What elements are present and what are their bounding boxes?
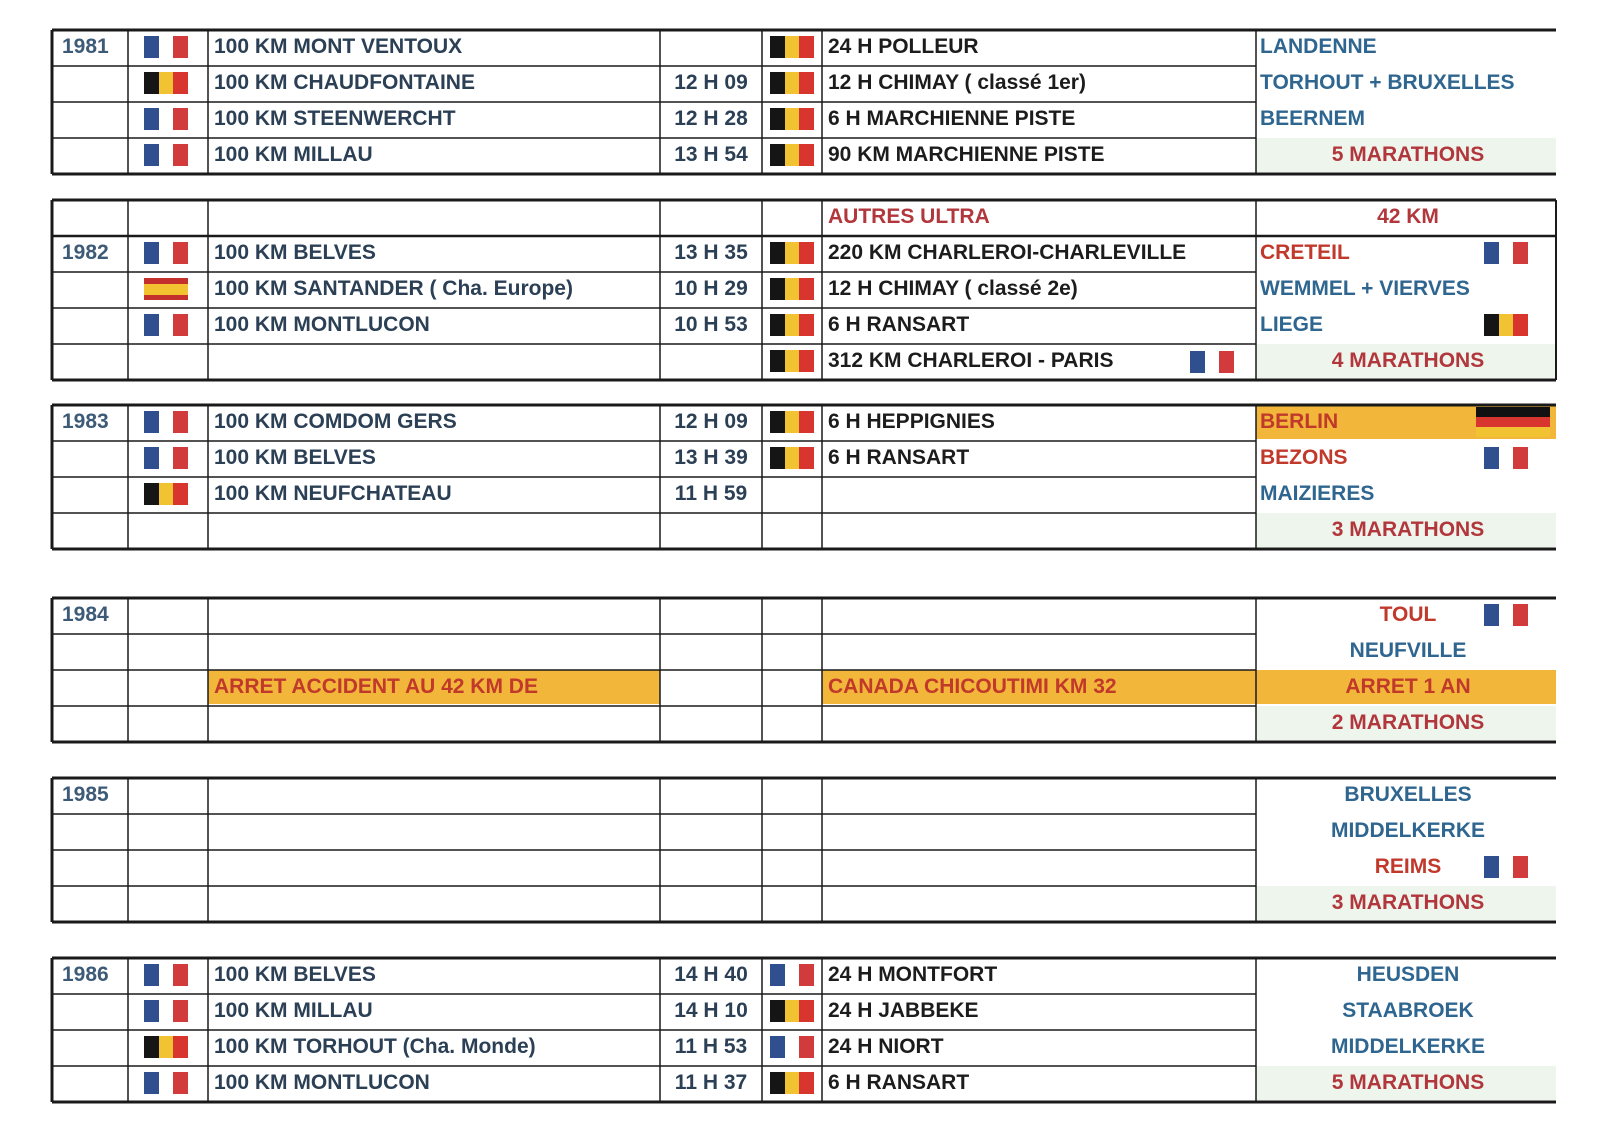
race-time: 11 H 37	[674, 1071, 748, 1094]
other-ultra: 6 H RANSART	[828, 1071, 970, 1094]
race-name: 100 KM MONTLUCON	[214, 313, 430, 336]
other-ultra: 312 KM CHARLEROI - PARIS	[828, 349, 1114, 372]
race-name: 100 KM NEUFCHATEAU	[214, 482, 452, 505]
marathon-name: BEZONS	[1260, 446, 1348, 469]
marathon-name: NEUFVILLE	[1349, 639, 1467, 662]
year-label: 1982	[62, 241, 109, 264]
marathon-name: MIDDELKERKE	[1330, 819, 1485, 842]
other-ultra: 12 H CHIMAY ( classé 1er)	[828, 71, 1086, 94]
other-ultra: 6 H MARCHIENNE PISTE	[828, 107, 1076, 130]
race-name: 100 KM MONTLUCON	[214, 1071, 430, 1094]
race-time: 13 H 54	[674, 143, 748, 166]
race-time: 11 H 59	[674, 482, 748, 505]
other-ultra: 24 H NIORT	[828, 1035, 944, 1058]
race-name: 100 KM COMDOM GERS	[214, 410, 457, 433]
year-label: 1986	[62, 963, 109, 986]
year-label: 1981	[62, 35, 109, 58]
marathon-count: 5 MARATHONS	[1256, 138, 1556, 172]
marathon-name: TOUL	[1379, 603, 1437, 626]
marathon-name: HEUSDEN	[1356, 963, 1460, 986]
marathon-count: 3 MARATHONS	[1256, 886, 1556, 920]
race-time: 10 H 29	[674, 277, 748, 300]
marathon-name: LIEGE	[1260, 313, 1324, 336]
other-ultra: 24 H JABBEKE	[828, 999, 979, 1022]
race-name: 100 KM MILLAU	[214, 143, 373, 166]
race-time: 14 H 40	[674, 963, 748, 986]
marathon-count: 3 MARATHONS	[1256, 513, 1556, 547]
column-header-42km: 42 KM	[1377, 205, 1439, 228]
race-time: 12 H 09	[674, 71, 748, 94]
marathon-name: ARRET 1 AN	[1256, 670, 1556, 704]
year-label: 1984	[62, 603, 109, 626]
race-time: 13 H 35	[674, 241, 748, 264]
marathon-name: STAABROEK	[1342, 999, 1474, 1022]
race-name: 100 KM BELVES	[214, 963, 376, 986]
race-time: 12 H 28	[674, 107, 748, 130]
other-ultra: 24 H POLLEUR	[828, 35, 979, 58]
column-header-other-ultra: AUTRES ULTRA	[828, 205, 990, 228]
marathon-name: BEERNEM	[1260, 107, 1366, 130]
marathon-count: 4 MARATHONS	[1256, 344, 1556, 378]
other-ultra: 12 H CHIMAY ( classé 2e)	[828, 277, 1078, 300]
marathon-name: TORHOUT + BRUXELLES	[1260, 71, 1515, 94]
race-time: 12 H 09	[674, 410, 748, 433]
other-ultra: CANADA CHICOUTIMI KM 32	[822, 670, 1256, 704]
marathon-name: REIMS	[1374, 855, 1442, 878]
marathon-name: BRUXELLES	[1344, 783, 1472, 806]
marathon-name: BERLIN	[1256, 405, 1556, 439]
race-name: 100 KM TORHOUT (Cha. Monde)	[214, 1035, 536, 1058]
other-ultra: 6 H RANSART	[828, 313, 970, 336]
race-name: 100 KM CHAUDFONTAINE	[214, 71, 475, 94]
marathon-name: WEMMEL + VIERVES	[1260, 277, 1470, 300]
race-name: 100 KM BELVES	[214, 446, 376, 469]
other-ultra: 6 H HEPPIGNIES	[828, 410, 995, 433]
marathon-name: CRETEIL	[1260, 241, 1350, 264]
race-time: 10 H 53	[674, 313, 748, 336]
other-ultra: 220 KM CHARLEROI-CHARLEVILLE	[828, 241, 1187, 264]
marathon-count: 2 MARATHONS	[1256, 706, 1556, 740]
race-name: 100 KM MONT VENTOUX	[214, 35, 463, 58]
other-ultra: 24 H MONTFORT	[828, 963, 998, 986]
marathon-name: MAIZIERES	[1260, 482, 1375, 505]
race-name: 100 KM STEENWERCHT	[214, 107, 456, 130]
year-label: 1983	[62, 410, 109, 433]
other-ultra: 6 H RANSART	[828, 446, 970, 469]
other-ultra: 90 KM MARCHIENNE PISTE	[828, 143, 1105, 166]
marathon-count: 5 MARATHONS	[1256, 1066, 1556, 1100]
race-name: 100 KM MILLAU	[214, 999, 373, 1022]
marathon-name: MIDDELKERKE	[1330, 1035, 1485, 1058]
race-time: 11 H 53	[674, 1035, 748, 1058]
race-name: ARRET ACCIDENT AU 42 KM DE	[208, 670, 660, 704]
race-name: 100 KM BELVES	[214, 241, 376, 264]
race-time: 14 H 10	[674, 999, 748, 1022]
year-label: 1985	[62, 783, 109, 806]
race-name: 100 KM SANTANDER ( Cha. Europe)	[214, 277, 573, 300]
marathon-name: LANDENNE	[1260, 35, 1377, 58]
race-time: 13 H 39	[674, 446, 748, 469]
